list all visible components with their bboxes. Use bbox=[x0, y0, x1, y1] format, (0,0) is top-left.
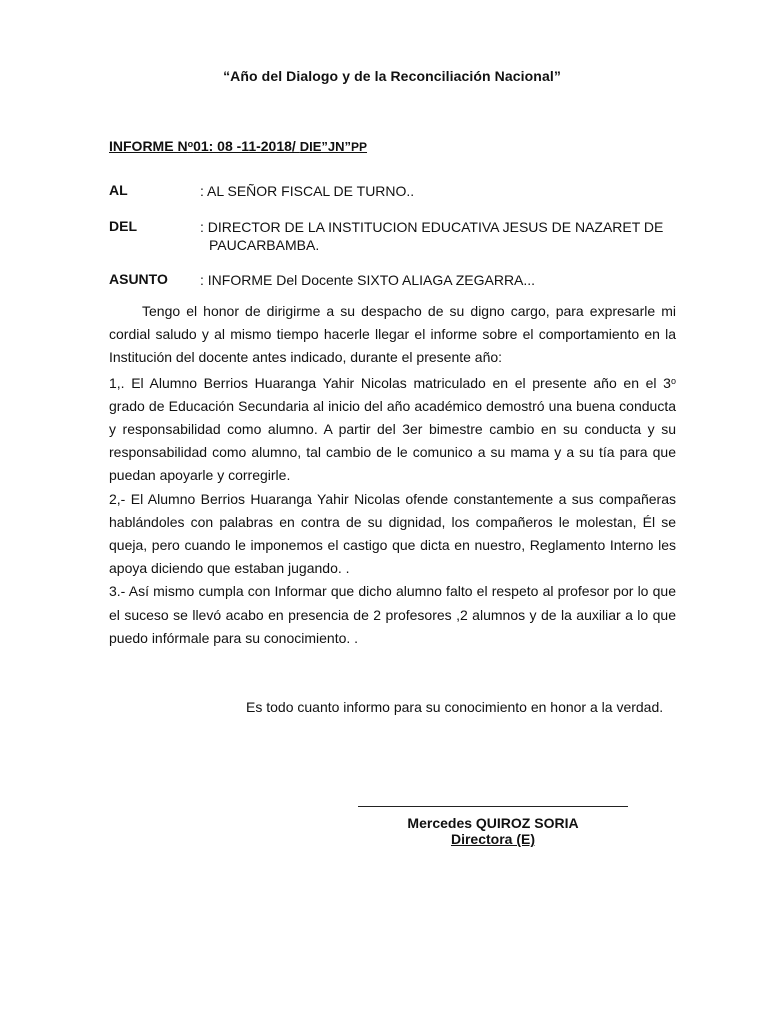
closing-sentence: Es todo cuanto informo para su conocimiento en honor a la verdad. bbox=[246, 699, 664, 715]
intro-paragraph: Tengo el honor de dirigirme a su despacho de su digno cargo, para expresarle mi cordial saludo y al mismo tiempo hacerle llegar el informe sobre el comportamiento en la Institución del docente antes indicado, durante el presente año: bbox=[109, 303, 676, 366]
report-number-date: 01: 08 -11-2018/ bbox=[193, 138, 300, 154]
report-number bbox=[109, 138, 367, 154]
del-value-line1: : DIRECTOR DE LA INSTITUCION EDUCATIVA JESUS DE NAZARET DE bbox=[200, 219, 664, 235]
report-body bbox=[109, 300, 676, 650]
item-1-sup: o bbox=[670, 375, 676, 386]
al-value: : AL SEÑOR FISCAL DE TURNO.. bbox=[200, 183, 415, 199]
signature-line bbox=[358, 806, 628, 807]
item-3-paragraph: 3.- Así mismo cumpla con Informar que dicho alumno falto el respeto al profesor por lo que el suceso se llevó acabo en presencia de 2 profesores ,2 alumnos y de la auxiliar a lo que puedo infórmale para su conocimiento. . bbox=[109, 583, 676, 646]
del-label: DEL bbox=[109, 218, 137, 234]
item-1-text-b: grado de Educación Secundaria al inicio del año académico demostró una buena conducta y responsabilidad como alumno. A partir del 3er bimestre cambio en su conducta y su responsabilidad como alumno, tal cambio de le comunico a su mama y a su tía para que puedan apoyarle y corregirle. bbox=[109, 397, 676, 484]
report-prefix: INFORME N bbox=[109, 138, 188, 154]
asunto-value: : INFORME Del Docente SIXTO ALIAGA ZEGARRA... bbox=[200, 272, 536, 288]
year-motto: “Año del Dialogo y de la Reconciliación Nacional” bbox=[223, 68, 561, 84]
signatory-name: Mercedes QUIROZ SORIA bbox=[407, 815, 579, 831]
item-2-paragraph: 2,- El Alumno Berrios Huaranga Yahir Nicolas ofende constantemente a sus compañeras hablándoles con palabras en contra de su dignidad, los compañeros le molestan, Él se queja, pero cuando le imponemos el castigo que dicta en nuestro, Reglamento Interno les apoya diciendo que estaban jugando. . bbox=[109, 490, 676, 577]
report-code: DIE”JN” bbox=[299, 139, 351, 154]
item-1-text-a: 1,. El Alumno Berrios Huaranga Yahir Nicolas matriculado en el presente año en el 3 bbox=[109, 374, 671, 391]
report-number-sup: o bbox=[187, 139, 194, 149]
al-label: AL bbox=[109, 182, 128, 198]
asunto-label: ASUNTO bbox=[109, 271, 168, 287]
del-value-line2: PAUCARBAMBA. bbox=[209, 237, 320, 253]
item-1-paragraph bbox=[109, 370, 676, 488]
del-value bbox=[200, 218, 663, 254]
signatory-role: Directora (E) bbox=[450, 831, 536, 847]
report-code-suffix: PP bbox=[351, 140, 368, 154]
